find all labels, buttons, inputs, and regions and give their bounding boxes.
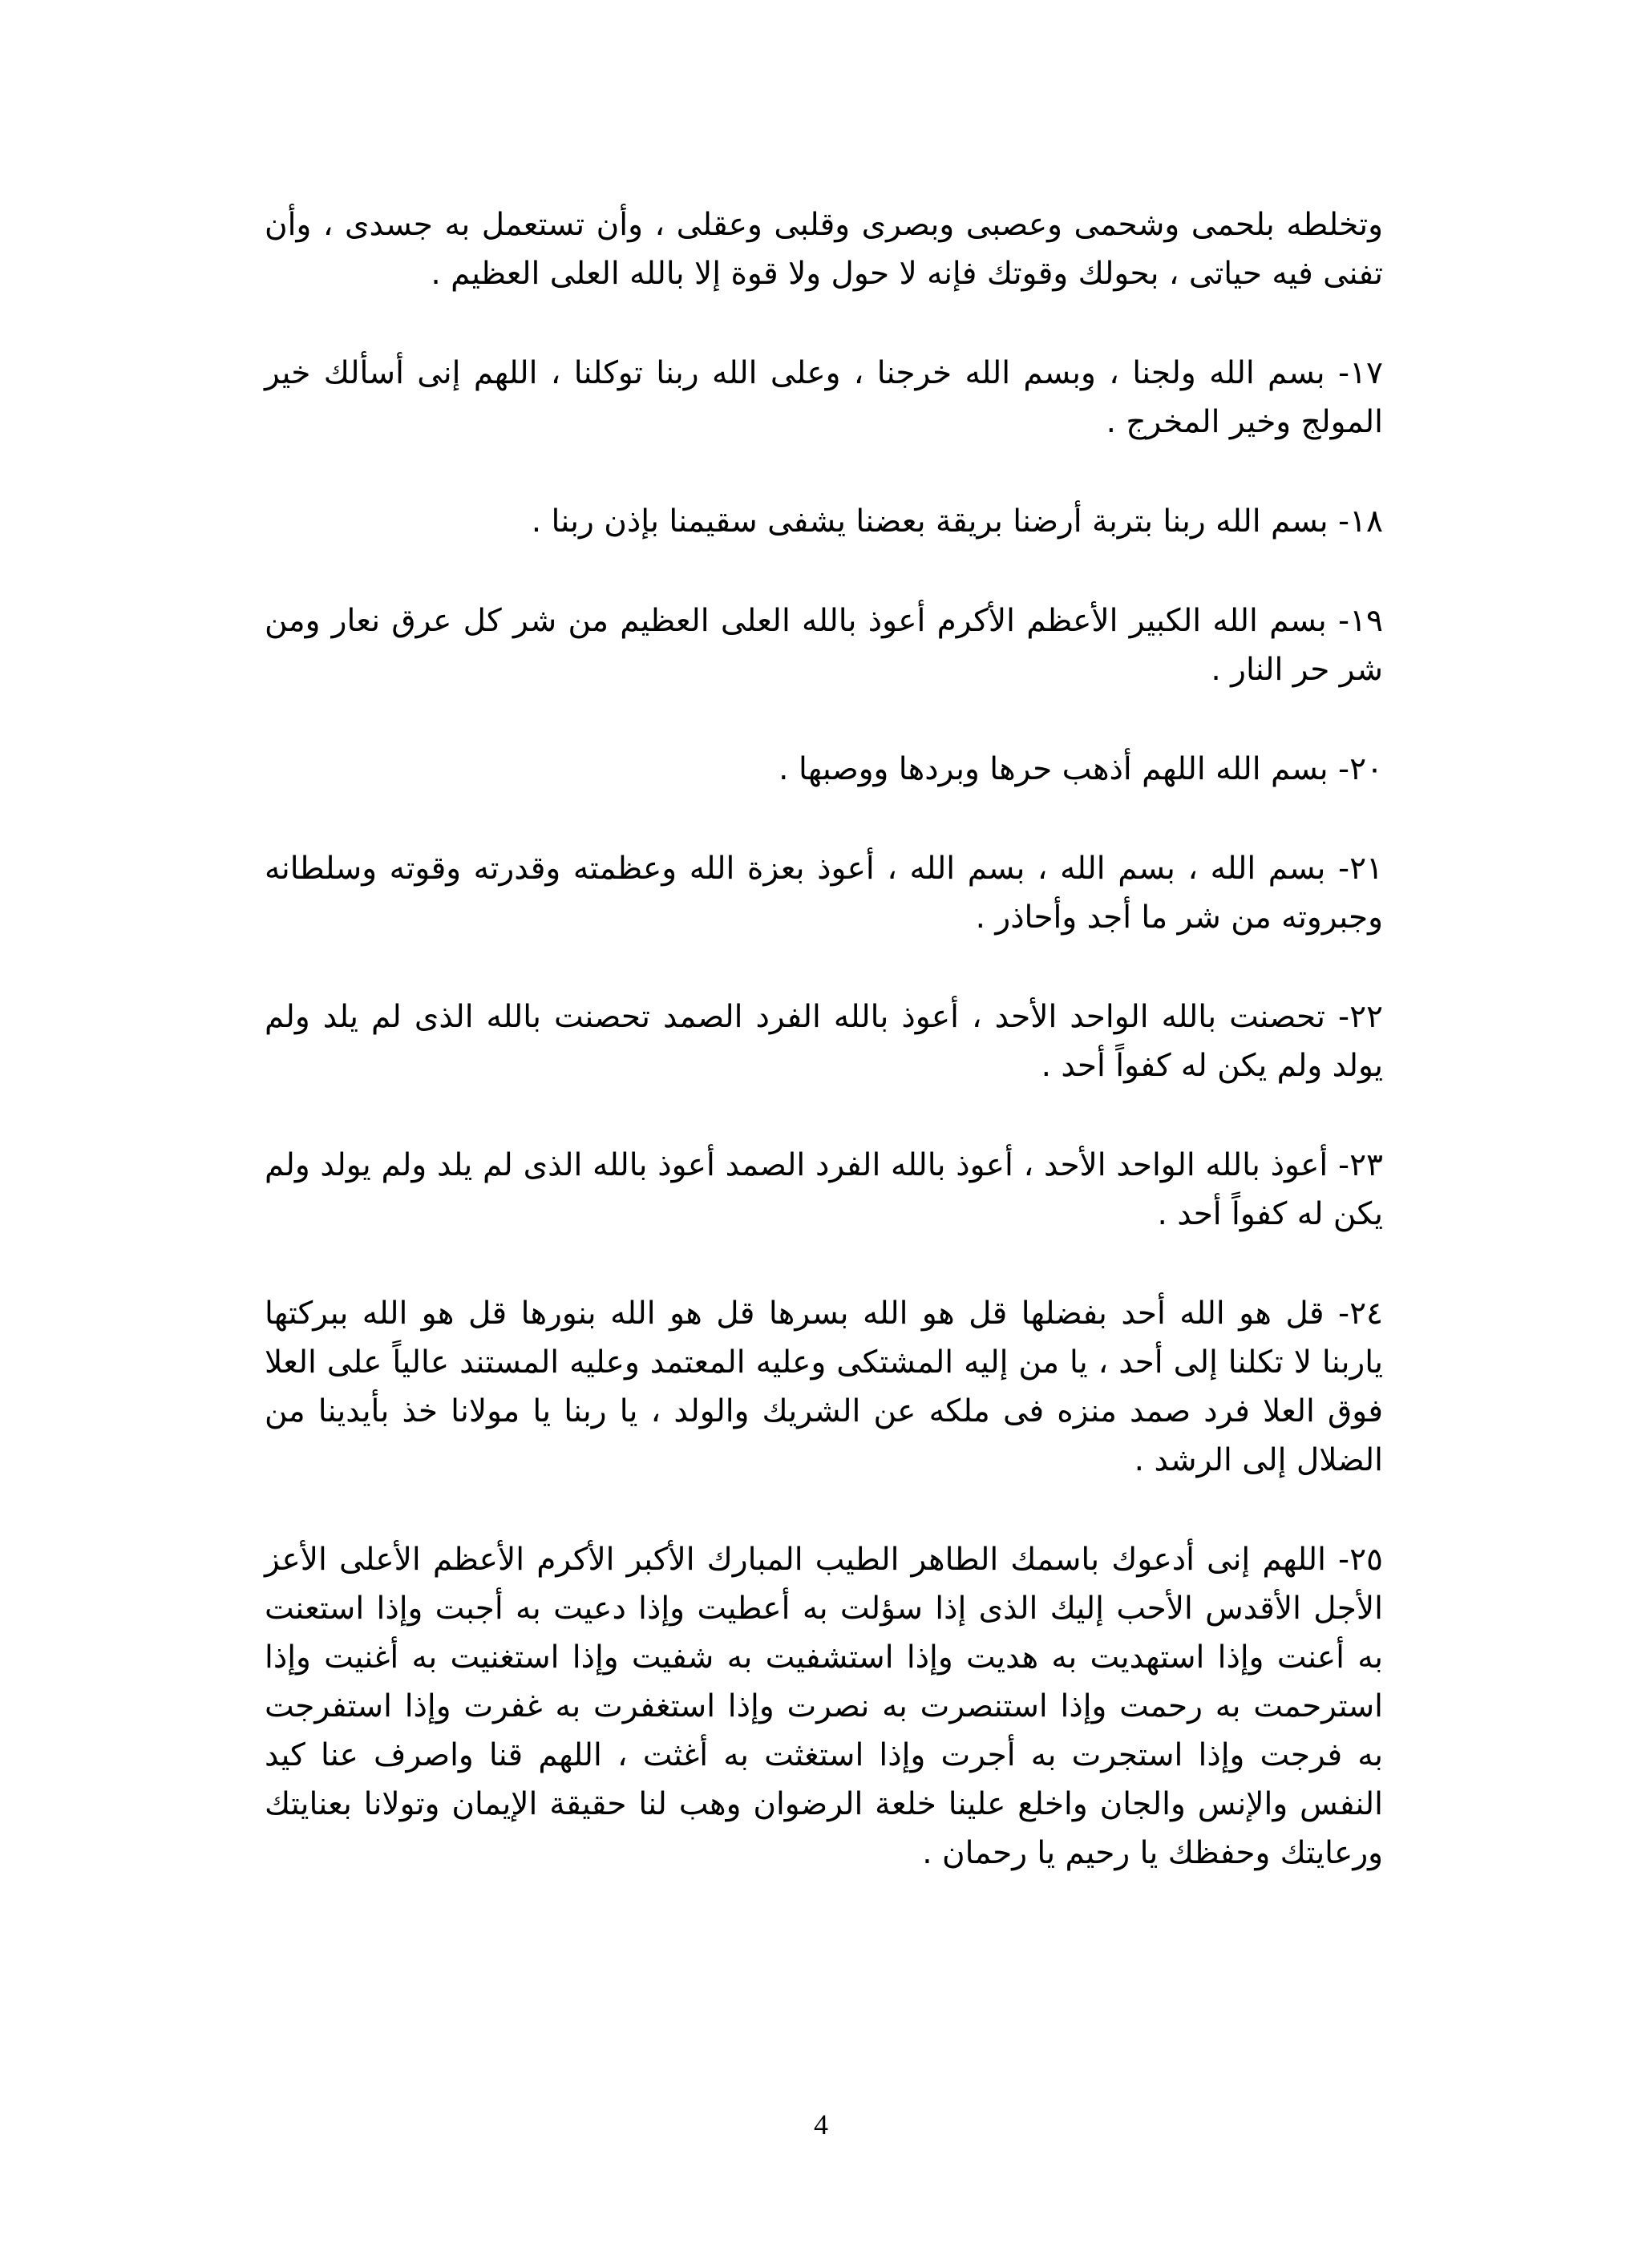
paragraph-25: ٢٥- اللهم إنى أدعوك باسمك الطاهر الطيب المبارك الأكبر الأكرم الأعظم الأعلى الأعز الأجل الأقدس الأحب إليك الذى إذا سؤلت به أعطيت وإذا دعيت به أجبت وإذا استعنت به أعنت وإذا استهديت به هديت وإذا استشفيت به شفيت وإذا استغنيت به أغنيت وإذا استرحمت به رحمت وإذا استنصرت به نصرت وإذا استغفرت به غفرت وإذا استفرجت به فرجت وإذا استجرت به أجرت وإذا استغثت به أغثت ، اللهم قنا واصرف عنا كيد النفس والإنس والجان واخلع علينا خلعة الرضوان وهب لنا حقيقة الإيمان وتولانا بعنايتك ورعايتك وحفظك يا رحيم يا رحمان . bbox=[265, 1542, 1383, 1871]
page-number: 4 bbox=[814, 2108, 828, 2141]
paragraph-17: ١٧- بسم الله ولجنا ، وبسم الله خرجنا ، وعلى الله ربنا توكلنا ، اللهم إنى أسألك خير المولج وخير المخرج . bbox=[265, 355, 1383, 440]
paragraph-20: ٢٠- بسم الله اللهم أذهب حرها وبردها ووصبها . bbox=[779, 751, 1383, 787]
paragraph-22: ٢٢- تحصنت بالله الواحد الأحد ، أعوذ بالله الفرد الصمد تحصنت بالله الذى لم يلد ولم يولد ولم يكن له كفواً أحد . bbox=[265, 999, 1383, 1084]
document-body bbox=[265, 200, 1383, 1878]
paragraph-19: ١٩- بسم الله الكبير الأعظم الأكرم أعوذ بالله العلى العظيم من شر كل عرق نعار ومن شر حر النار . bbox=[265, 603, 1383, 688]
paragraph-24: ٢٤- قل هو الله أحد بفضلها قل هو الله بسرها قل هو الله بنورها قل هو الله ببركتها ياربنا لا تكلنا إلى أحد ، يا من إليه المشتكى وعليه المعتمد وعليه المستند عالياً على العلا فوق العلا فرد صمد منزه فى ملكه عن الشريك والولد ، يا ربنا يا مولانا خذ بأيدينا من الضلال إلى الرشد . bbox=[265, 1296, 1383, 1478]
paragraph-18: ١٨- بسم الله ربنا بتربة أرضنا بريقة بعضنا يشفى سقيمنا بإذن ربنا . bbox=[531, 503, 1383, 540]
paragraph-21: ٢١- بسم الله ، بسم الله ، بسم الله ، أعوذ بعزة الله وعظمته وقدرته وقوته وسلطانه وجبروته من شر ما أجد وأحاذر . bbox=[265, 851, 1383, 936]
paragraph-intro: وتخلطه بلحمى وشحمى وعصبى وبصرى وقلبى وعقلى ، وأن تستعمل به جسدى ، وأن تفنى فيه حياتى ، بحولك وقوتك فإنه لا حول ولا قوة إلا بالله العلى العظيم . bbox=[265, 207, 1383, 292]
paragraph-23: ٢٣- أعوذ بالله الواحد الأحد ، أعوذ بالله الفرد الصمد أعوذ بالله الذى لم يلد ولم يولد ولم يكن له كفواً أحد . bbox=[265, 1147, 1383, 1232]
